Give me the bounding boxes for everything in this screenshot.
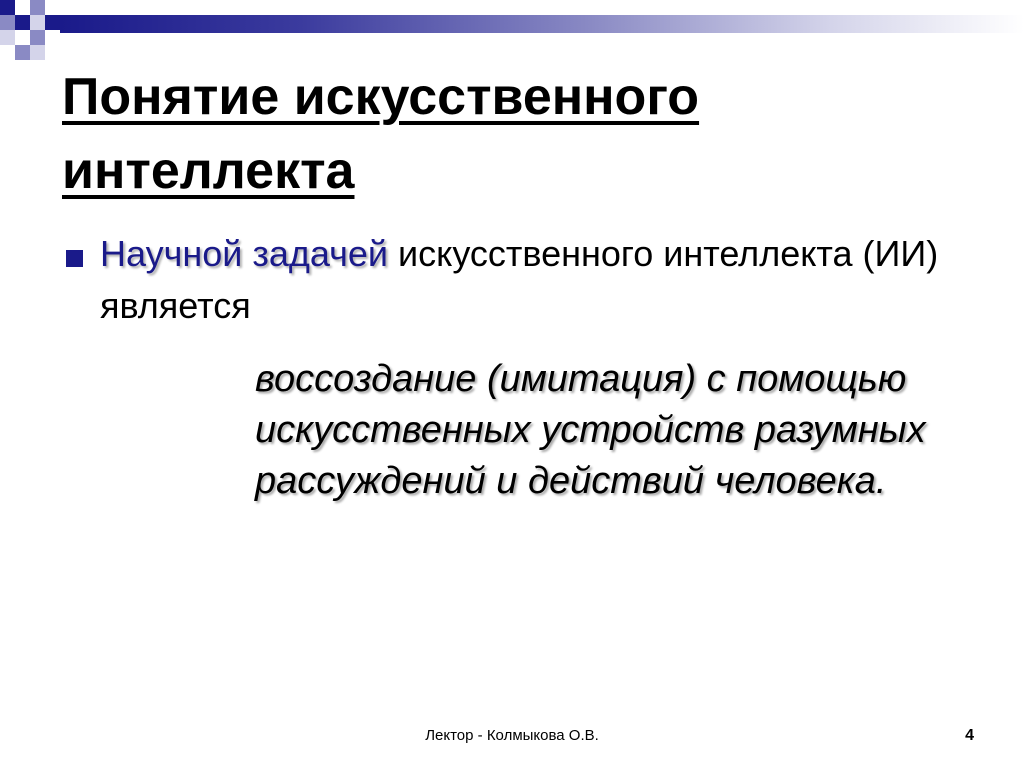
header-decoration [0,0,1024,60]
slide-title: Понятие искусственного интеллекта [62,68,700,200]
deco-square [15,45,30,60]
footer-text: Лектор - Колмыкова О.В. [425,727,599,744]
definition-quote: воссоздание (имитация) с помощью искусственных устройств разумных рассуждений и действий человека. [255,358,926,502]
deco-square [0,30,15,45]
header-gradient-band [60,15,1024,33]
square-bullet-icon [66,250,83,267]
deco-square [45,0,60,15]
bullet-item [62,228,962,332]
deco-square [45,15,60,30]
deco-square [30,30,45,45]
deco-square [15,15,30,30]
bullet-text [100,228,962,332]
deco-square [30,0,45,15]
deco-square [15,30,30,45]
deco-square [30,45,45,60]
bullet-rest: искусственного интеллекта (ИИ) является [100,233,939,326]
deco-square [0,0,15,15]
page-number: 4 [965,727,974,744]
deco-square [30,15,45,30]
deco-square [15,0,30,15]
deco-square [0,15,15,30]
bullet-emphasis: Научной задачей [100,233,389,274]
